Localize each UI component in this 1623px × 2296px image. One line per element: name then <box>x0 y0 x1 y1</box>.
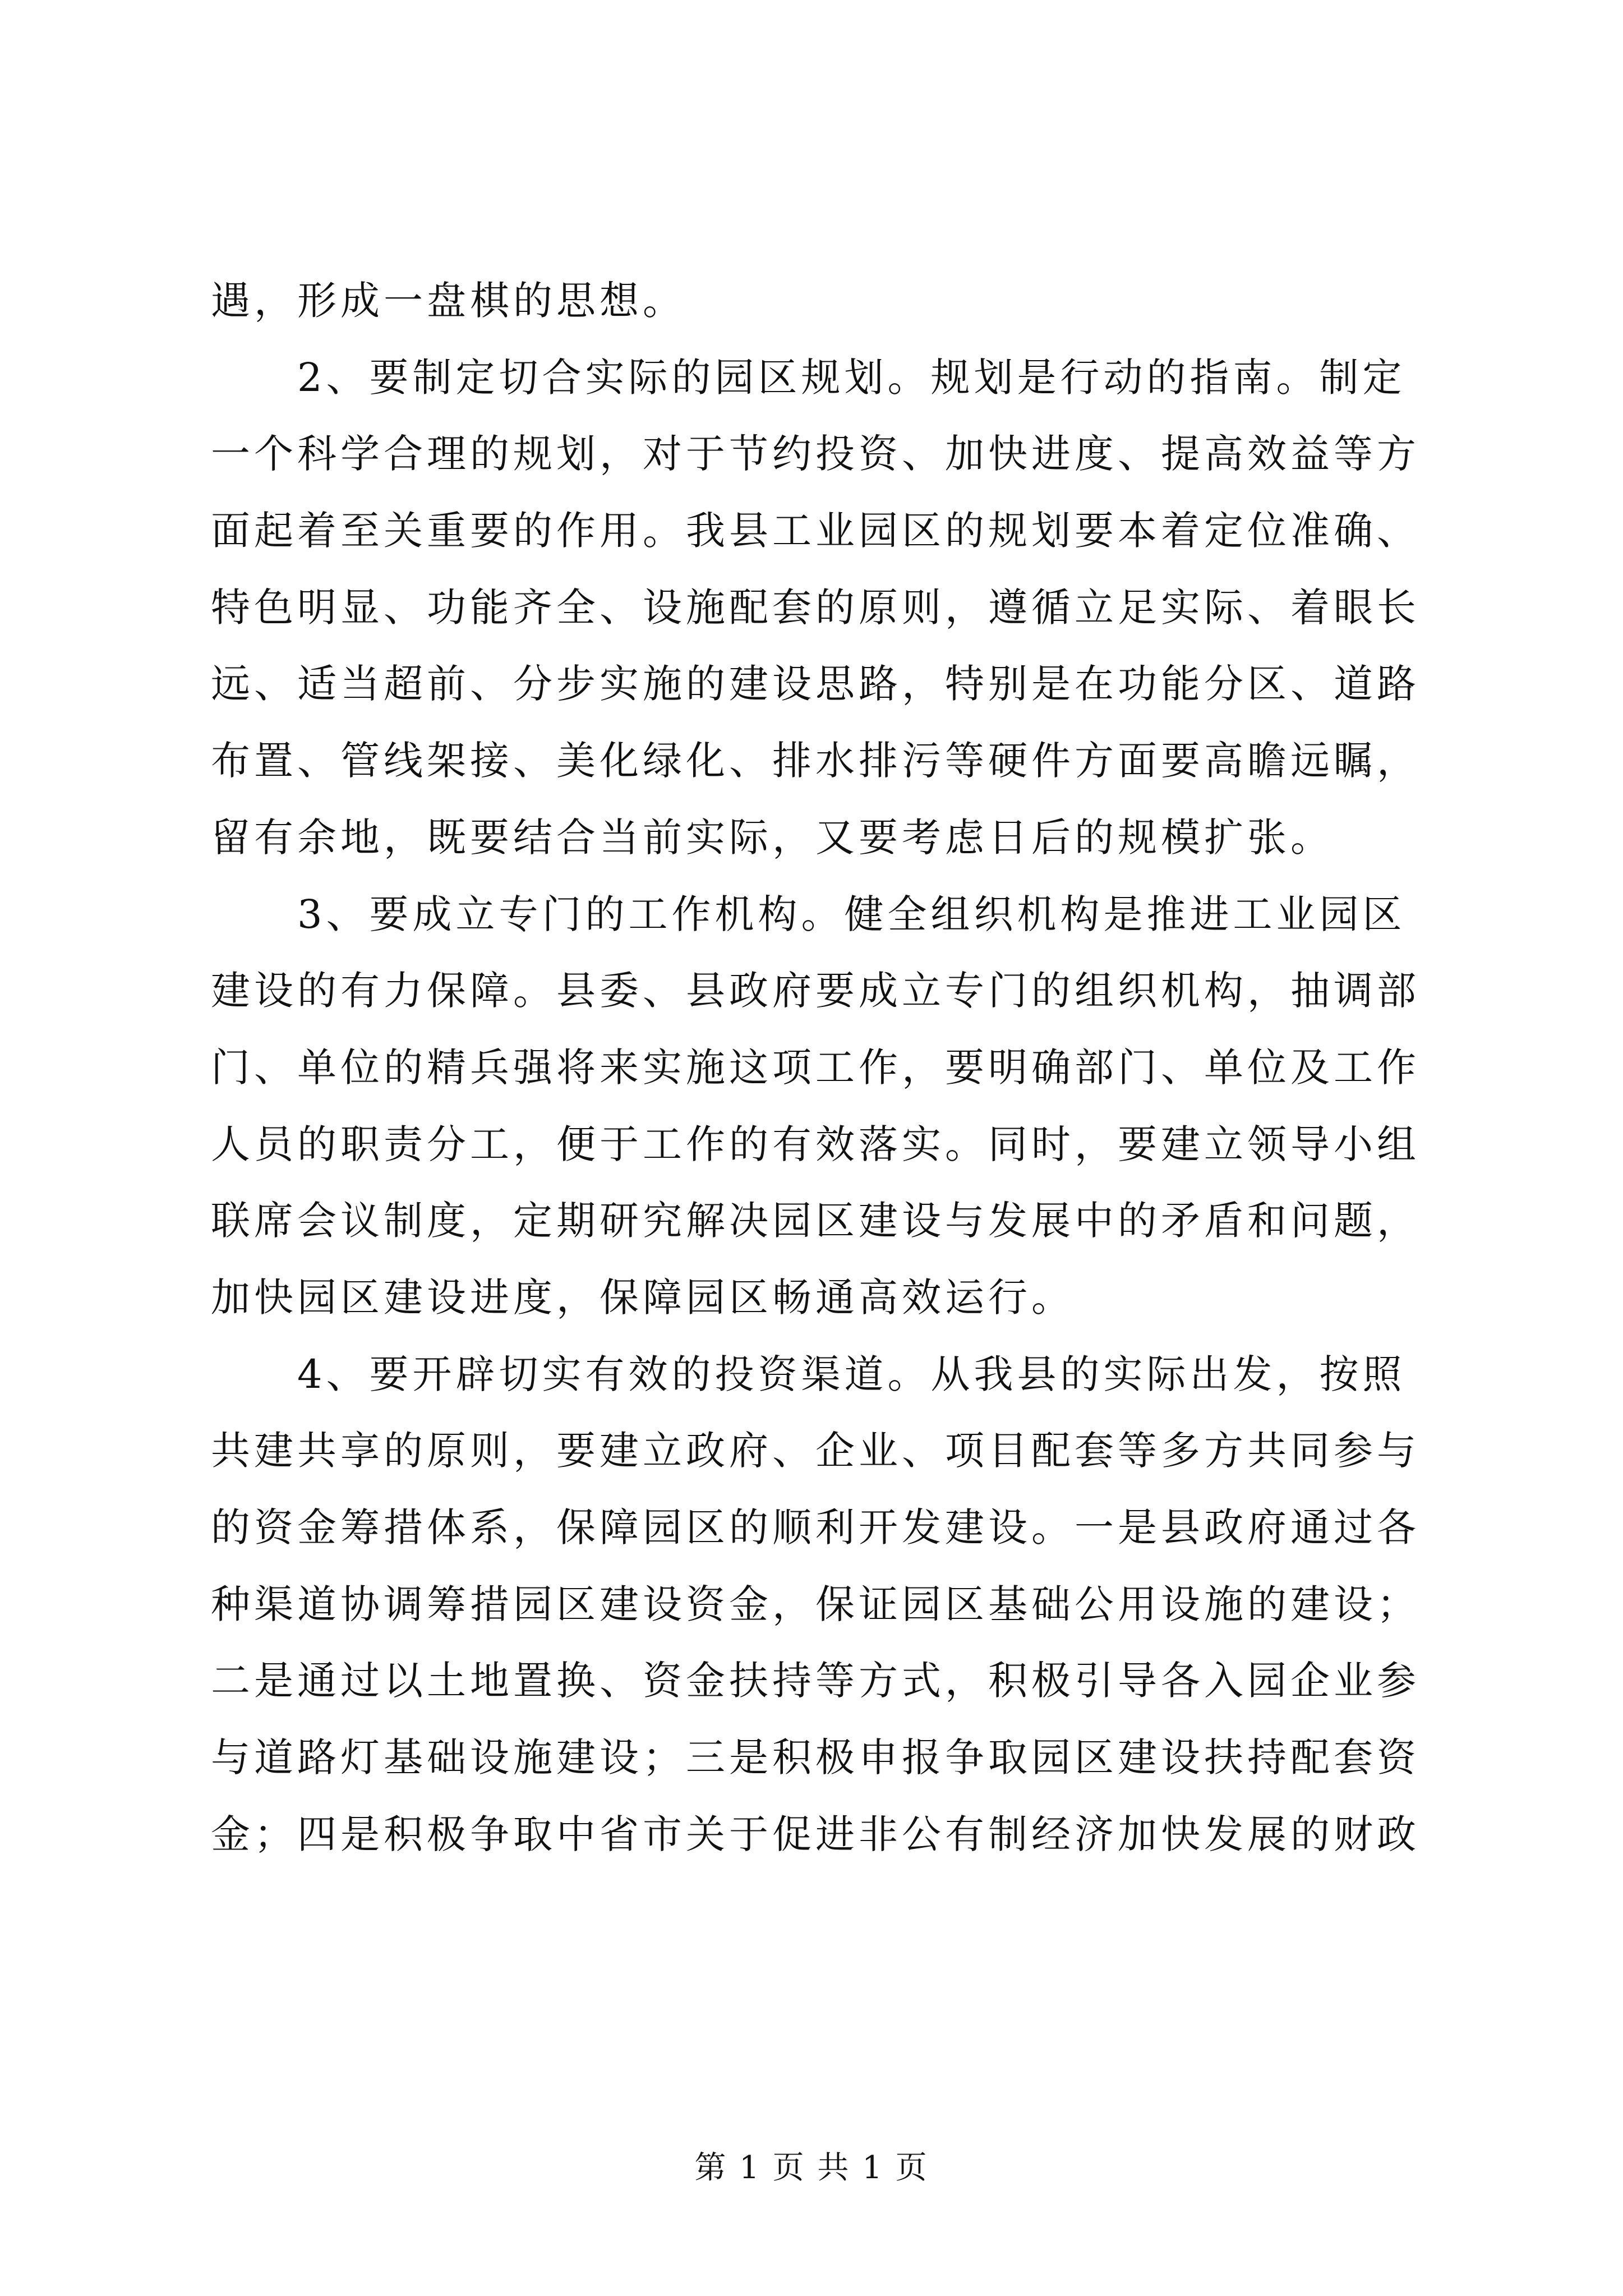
text-line: 4、要开辟切实有效的投资渠道。从我县的实际出发，按照 <box>211 1351 1406 1397</box>
text-line: 3、要成立专门的工作机构。健全组织机构是推进工业园区 <box>211 891 1406 937</box>
text-line: 金；四是积极争取中省市关于促进非公有制经济加快发展的财政 <box>211 1811 1420 1857</box>
text-line: 遇，形成一盘棋的思想。 <box>211 278 686 324</box>
text-line: 共建共享的原则，要建立政府、企业、项目配套等多方共同参与 <box>211 1428 1420 1474</box>
text-line: 留有余地，既要结合当前实际，又要考虑日后的规模扩张。 <box>211 814 1334 861</box>
text-line: 远、适当超前、分步实施的建设思路，特别是在功能分区、道路 <box>211 661 1420 707</box>
text-line: 二是通过以土地置换、资金扶持等方式，积极引导各入园企业参 <box>211 1658 1420 1704</box>
body-text <box>211 263 1420 1872</box>
text-line: 的资金筹措体系，保障园区的顺利开发建设。一是县政府通过各 <box>211 1504 1420 1550</box>
text-line: 种渠道协调筹措园区建设资金，保证园区基础公用设施的建设； <box>211 1581 1420 1627</box>
text-line: 2、要制定切合实际的园区规划。规划是行动的指南。制定 <box>211 354 1406 401</box>
text-line: 建设的有力保障。县委、县政府要成立专门的组织机构，抽调部 <box>211 968 1420 1014</box>
text-line: 与道路灯基础设施建设；三是积极申报争取园区建设扶持配套资 <box>211 1734 1420 1781</box>
text-line: 面起着至关重要的作用。我县工业园区的规划要本着定位准确、 <box>211 508 1420 554</box>
text-line: 特色明显、功能齐全、设施配套的原则，遵循立足实际、着眼长 <box>211 584 1420 631</box>
text-line: 联席会议制度，定期研究解决园区建设与发展中的矛盾和问题， <box>211 1198 1420 1244</box>
text-line: 门、单位的精兵强将来实施这项工作，要明确部门、单位及工作 <box>211 1044 1420 1091</box>
page-number-footer: 第 1 页 共 1 页 <box>694 2150 929 2186</box>
text-line: 布置、管线架接、美化绿化、排水排污等硬件方面要高瞻远瞩， <box>211 738 1420 784</box>
text-line: 一个科学合理的规划，对于节约投资、加快进度、提高效益等方 <box>211 431 1420 477</box>
text-line: 加快园区建设进度，保障园区畅通高效运行。 <box>211 1274 1075 1320</box>
text-line: 人员的职责分工，便于工作的有效落实。同时，要建立领导小组 <box>211 1121 1420 1167</box>
